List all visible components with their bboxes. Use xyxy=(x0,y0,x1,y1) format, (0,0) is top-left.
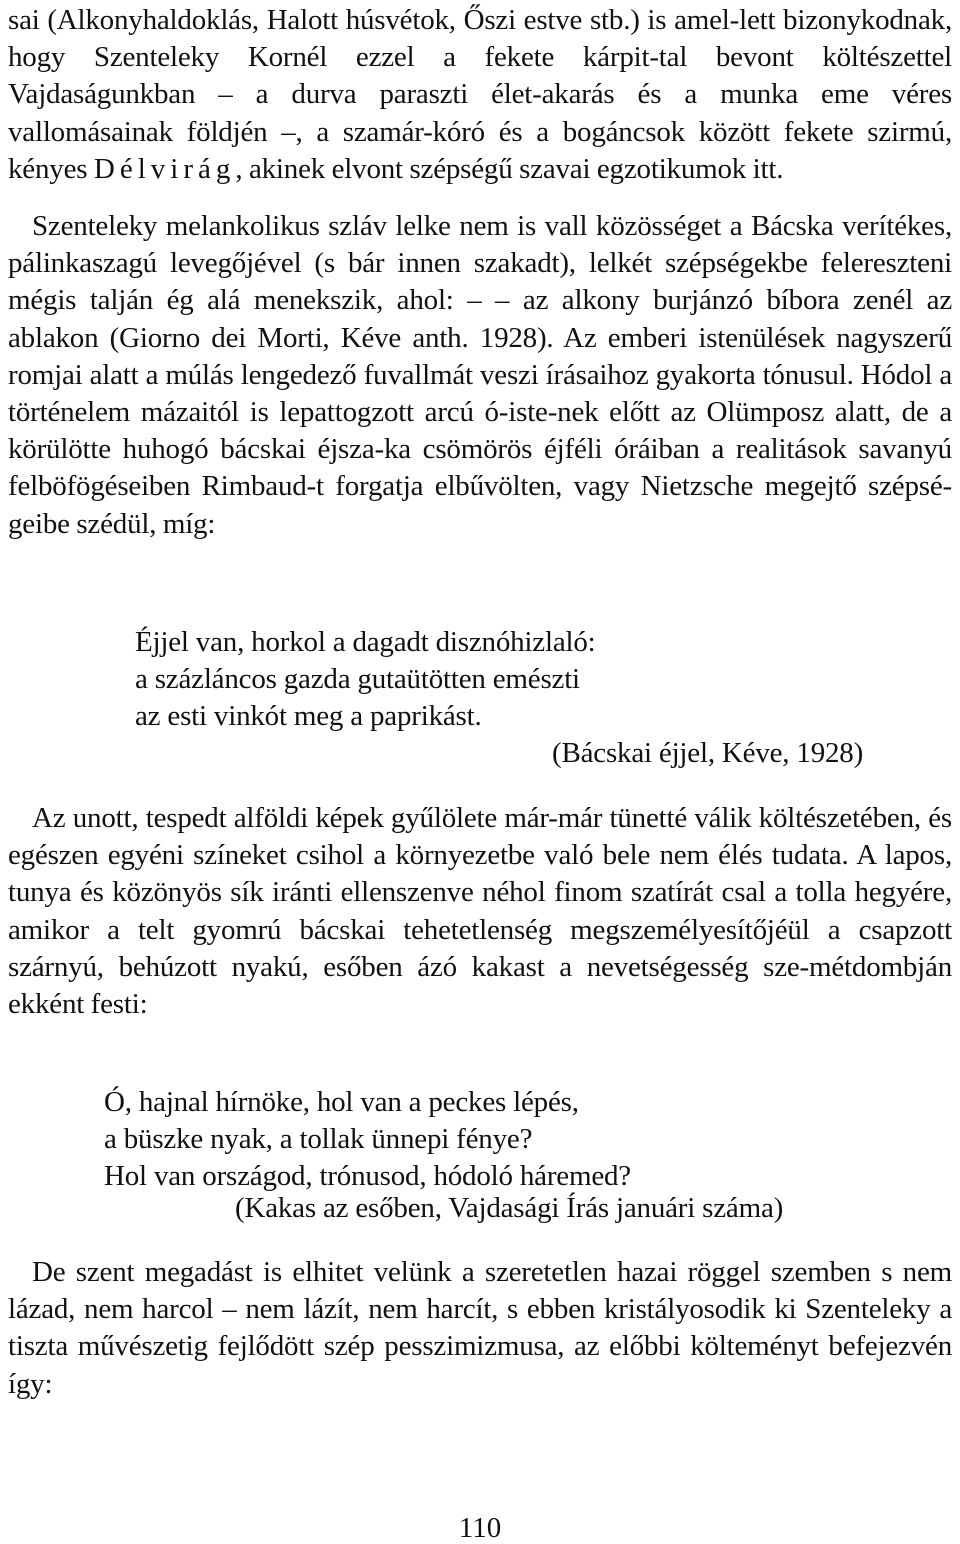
paragraph-text: , akinek elvont szépségű szavai egzotikumok itt. xyxy=(235,152,784,185)
verse-line: Ó, hajnal hírnöke, hol van a peckes lépés, xyxy=(104,1086,579,1118)
verse-citation: (Kakas az esőben, Vajdasági Írás januári száma) xyxy=(235,1192,784,1224)
emphasized-word: Délvirág xyxy=(93,152,236,185)
paragraph-alfoldi-kepek: Az unott, tespedt alföldi képek gyűlölete már-már tünetté válik költészetében, és egészen egyéni színeket csihol a környezetbe való bele nem élés tudata. A lapos, tunya és közönyös sík iránti ellenszenve néhol finom szatírát csal a tolla hegyére, amikor a telt gyomrú bácskai tehetetlenség megszemélyesítőjéül a csapzott szárnyú, behúzott nyakú, esőben ázó kakast a nevetségesség sze-métdombján ekként festi: xyxy=(8,802,952,1021)
verse-line: az esti vinkót meg a paprikást. xyxy=(135,700,482,733)
verse-line: a büszke nyak, a tollak ünnepi fénye? xyxy=(104,1123,533,1156)
verse-quote-bacskai-ejjel xyxy=(135,624,596,736)
paragraph-szent-megadas: De szent megadást is elhitet velünk a szeretetlen hazai röggel szemben s nem lázad, nem harcol – nem lázít, nem harcít, s ebben kristályosodik ki Szenteleky a tiszta művészetig fejlődött szép pesszimizmusa, az előbbi költeményt befejezvén így: xyxy=(8,1256,952,1400)
paragraph-text: sai (Alkonyhaldoklás, Halott húsvétok, Őszi estve stb.) is amel-lett bizonykodnak, hogy Szenteleky Kornél ezzel a fekete kárpit-tal bevont költészettel Vajdaságunkban – a durva paraszti élet-akarás és a munka eme véres vallomásainak földjén –, a szamár-kóró és a bogáncsok között fekete szirmú, kényes xyxy=(8,4,952,185)
page-number: 110 xyxy=(458,1512,502,1544)
paragraph-continuation xyxy=(8,2,952,188)
verse-quote-kakas xyxy=(104,1084,631,1196)
paragraph-szenteleky: Szenteleky melankolikus szláv lelke nem is vall közösséget a Bácska verítékes, pálinkaszagú levegőjével (s bár innen szakadt), lelkét szépségekbe felereszteni mégis talján ég alá menekszik, ahol: – – az alkony burjánzó bíbora zenél az ablakon (Giorno dei Morti, Kéve anth. 1928). Az emberi istenülések nagyszerű romjai alatt a múlás lengedező fuvallmát veszi írásaihoz gyakorta tónusul. Hódol a történelem mázaitól is lepattogzott arcú ó-iste-nek előtt az Olümposz alatt, de a körülötte huhogó bácskai éjsza-ka csömörös éjféli óráiban a realitások savanyú felböfögéseiben Rimbaud-t forgatja elbűvölten, vagy Nietzsche megejtő szépsé-geibe szédül, míg: xyxy=(8,210,952,540)
verse-citation: (Bácskai éjjel, Kéve, 1928) xyxy=(552,737,864,769)
verse-line: a százláncos gazda gutaütötten emészti xyxy=(135,663,580,696)
verse-line: Hol van országod, trónusod, hódoló háremed? xyxy=(104,1160,631,1193)
verse-line: Éjjel van, horkol a dagadt disznóhizlaló: xyxy=(135,626,596,658)
